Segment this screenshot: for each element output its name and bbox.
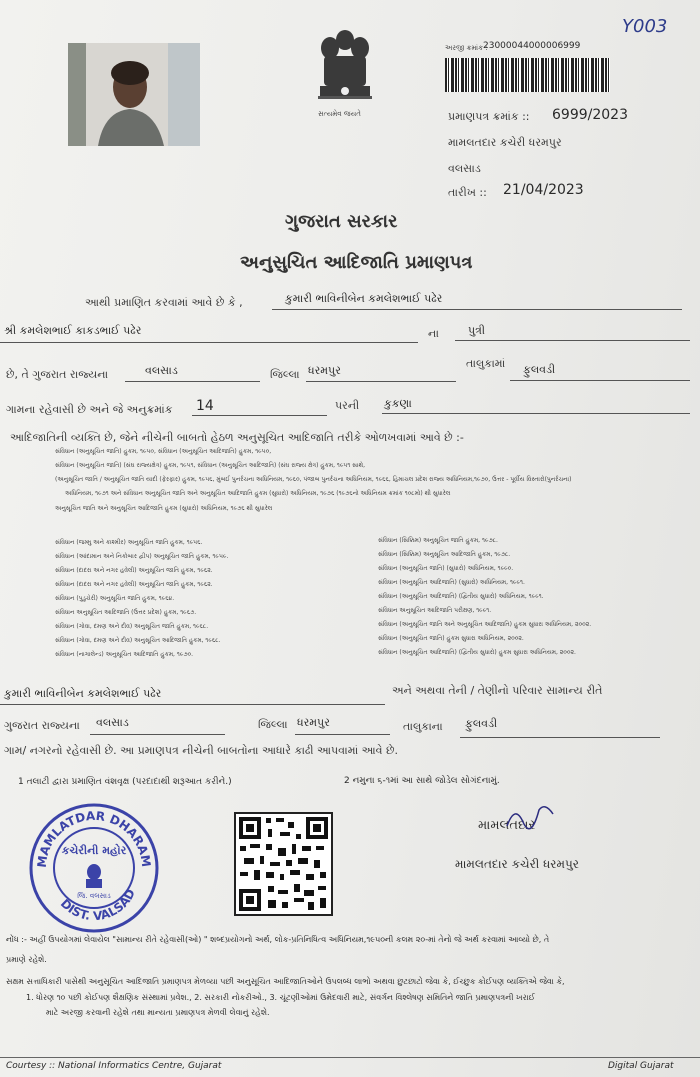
order-left-item: સંવિધાન (ગોવા, દમણ અને દીવ) અનુસૂચિત આદિજાતિ હુકમ, ૧૯૬૮. — [55, 637, 221, 644]
order-right-item: સંવિધાન (અનુસૂચિત જાતિ) (સુધારો) અધિનિયમ, ૧૯૯૦. — [378, 565, 514, 572]
issuing-district: વલસાડ — [448, 162, 481, 175]
footer-courtesy: Courtesy :: National Informatics Centre, Gujarat — [6, 1061, 222, 1071]
of-label: પરની — [335, 399, 360, 412]
signatory-title: મામલતદાર — [478, 818, 536, 833]
order-left-item: સંવિધાન (આંદામાન અને નિકોબાર દ્વીપ) અનુસૂચિત જાતિ હુકમ, ૧૯૫૯. — [55, 553, 229, 560]
father-name: શ્રી કમલેશભાઈ કાકડભાઈ પઢેર — [4, 324, 142, 337]
order-left-item: સંવિધાન (પુડુચેરી) અનુસૂચિત જાતિ હુકમ, ૧૯૬૪. — [55, 595, 175, 602]
certificate-no: 6999/2023 — [552, 107, 628, 123]
order-line: અધિનિયમ, ૧૯૭૧ અને સંવિધાન અનુસૂચિત જાતિ અને અનુસૂચિત આદિજાતિ હુકમ (સુધારો) અધિનિયમ, ૧૯૭૬ (૧૯૭૬નો અધિનિયમ ક્રમાંક ૧૦૮મો) થી સુધારેલ — [65, 490, 451, 497]
order-line: સંવિધાન (અનુસૂચિત જાતિ) (સંઘ રાજ્યક્ષેત્ર) હુકમ, ૧૯૫૧, સંવિધાન (અનુસૂચિત આદિજાતિ) (સંઘ રાજ્ય ક્ષેત્ર) હુકમ, ૧૯૫૧ સાથે, — [55, 462, 366, 469]
order-line: (અનુસૂચિત જાતિ / અનુસૂચિત જાતિ યાદી (ફેરફાર) હુકમ, ૧૯૫૬, મુંબઈ પુનર્રચના અધિનિયમ, ૧૯૬૦, પંજાબ પુનર્રચના અધિનિયમ, ૧૯૬૬, હિમાચલ પ્રદેશ રાજ્ય અધિનિયમ,૧૯૭૦, ઉત્તર - પૂર્વીય વિસ્તારો(પુનર્રચના) — [55, 476, 572, 483]
order-left-item: સંવિધાન અનુસૂચિત આદિજાતિ (ઉત્તર પ્રદેશ) હુકમ, ૧૯૬૭. — [55, 609, 197, 616]
order-right-item: સંવિધાન (અનુસૂચિત આદિજાતિ) (સુધારો) અધિનિયમ, ૧૯૯૧. — [378, 579, 525, 586]
handwritten-reference: Y003 — [622, 16, 668, 37]
basis-item-2: 2 નમુના ૬-૧માં આ સાથે જોડેલ સોગંદનામું. — [344, 776, 500, 786]
signature-mark — [505, 800, 555, 830]
applicant-name: કુમારી ભાવિનીબેન કમલેશભાઈ પઢેર — [285, 292, 443, 305]
order-right-item: સંવિધાન (સિક્કિમ) અનુસૂચિત જાતિ હુકમ, ૧૯૭૮. — [378, 537, 498, 544]
date-label: તારીખ :: — [448, 186, 487, 199]
district-label: જિલ્લા — [270, 368, 300, 381]
seal-sub-text: જિ. વલસાડ — [77, 892, 111, 900]
svg-text:MAMLATDAR DHARAMPUR — [28, 802, 153, 868]
village-value-2: ફુલવડી — [465, 717, 498, 730]
issuing-office: મામલતદાર કચેરી ધરમપુર — [448, 136, 562, 149]
resident-label: ગામના રહેવાસી છે અને જે અનુક્રમાંક — [6, 403, 173, 416]
serial-number: 14 — [196, 398, 214, 414]
order-right-item: સંવિધાન (અનુસૂચિત આદિજાતિ) (દ્વિતીય સુધારો) હુકમ સુધારા અધિનિયમ, ૨૦૦૨. — [378, 649, 576, 656]
family-text: અને અથવા તેની / તેણીનો પરિવાર સામાન્ય રીતે — [392, 684, 603, 697]
applicant-photo — [68, 43, 200, 146]
order-left-item: સંવિધાન (નાગાલેન્ડ) અનુસૂચિત આદિજાતિ હુકમ, ૧૯૭૦. — [55, 651, 194, 658]
issue-date: 21/04/2023 — [503, 182, 584, 198]
taluka-label: તાલુકામાં — [466, 357, 506, 370]
note-3: 1. ધોરણ ૧૦ પછી કોઈપણ શૈક્ષણિક સંસ્થામાં પ્રવેશ., 2. સરકારી નોકરીઓ., 3. ચૂંટણીઓમાં ઉમેદવારી માટે, સંવર્ગન વિશ્લેષણ સમિતિને જાતિ પ્રમાણપત્રની ખરાઈ — [26, 993, 535, 1002]
taluka-value-2: ધરમપુર — [297, 716, 330, 729]
note-1: નોંધ :- અહીં ઉપયોગમાં લેવાયેલ "સામાન્ય રીતે રહેવાસી(ઓ) " શબ્દપ્રયોગનો અર્થ, લોક-પ્રતિનિધિત્વ અધિનિયમ,૧૯૫૦ની કલમ ૨૦-માં તેનો જે અર્થ કરવામાં આવ્યો છે, તે — [6, 935, 550, 944]
order-right-item: સંવિધાન (અનુસૂચિત આદિજાતિ) (દ્વિતીય સુધારો) અધિનિયમ, ૧૯૯૧. — [378, 593, 544, 600]
order-left-item: સંવિધાન (જમ્મુ અને કાશ્મીર) અનુસૂચિત જાતિ હુકમ, ૧૯૫૬. — [55, 539, 203, 546]
relation: પુત્રી — [468, 324, 486, 337]
signatory-office: મામલતદાર કચેરી ધરમપુર — [455, 857, 579, 871]
office-seal — [28, 802, 160, 934]
application-no-label: અરજી ક્રમાંક : — [445, 44, 488, 52]
district-value-2: વલસાડ — [96, 716, 129, 729]
order-right-item: સંવિધાન અનુસૂચિત આદિજાતિ પરીક્ષણ, ૧૯૯૧. — [378, 607, 492, 614]
order-right-item: સંવિધાન (અનુસૂચિત જાતિ) હુકમ સુધારા અધિનિયમ, ૨૦૦૨. — [378, 635, 524, 642]
tribe-name: કુકણા — [384, 397, 412, 410]
order-right-item: સંવિધાન (અનુસૂચિત જાતિ અને અનુસૂચિત આદિજાતિ) હુકમ સુધારા અધિનિયમ, ૨૦૦૨. — [378, 621, 592, 628]
taluka-value: ધરમપુર — [308, 364, 341, 377]
footer-brand: Digital Gujarat — [608, 1061, 674, 1071]
taluka-label-2: તાલુકાના — [403, 720, 443, 733]
note-2: સક્ષમ સત્તાધિકારી પાસેથી અનુસૂચિત આદિજાતિ પ્રમાણપત્ર મેળવ્યા પછી અનુસૂચિત આદિજાતિઓને ઉપલબ્ધ લાભો અથવા છુટછાટો જેવા કે, ઈચ્છુક કોઈપણ વ્યક્તિએ જેવા કે, — [6, 977, 565, 986]
certificate-no-label: પ્રમાણપત્ર ક્રમાંક :: — [448, 110, 530, 123]
relation-label: ના — [428, 327, 439, 340]
district-value: વલસાડ — [145, 364, 178, 377]
applicant-name-repeat: કુમારી ભાવિનીબેન કમલેશભાઈ પઢેર — [4, 687, 162, 700]
government-title: ગુજરાત સરકાર — [285, 211, 398, 232]
qr-code — [234, 812, 333, 916]
note-4: માટે અરજી કરવાની રહેશે તથા માન્યતા પ્રમાણપત્ર મેળવી લેવાનું રહેશે. — [46, 1008, 270, 1017]
certify-label: આથી પ્રમાણિત કરવામાં આવે છે કે , — [85, 296, 243, 309]
seal-top-text: MAMLATDAR DHARAM — [34, 808, 154, 869]
order-left-item: સંવિધાન (ગોવા, દમણ અને દીવ) અનુસૂચિત જાતિ હુકમ, ૧૯૬૮. — [55, 623, 209, 630]
recognized-text: આદિજાતિની વ્યક્તિ છે, જેને નીચેની બાબતો હેઠળ અનુસૂચિત આદિજાતિ તરીકે ઓળખવામાં આવે છે :- — [10, 431, 464, 444]
order-right-item: સંવિધાન (સિક્કિમ) અનુસૂચિત આદિજાતિ હુકમ, ૧૯૭૮. — [378, 551, 511, 558]
order-line: સંવિધાન (અનુસૂચિત જાતિ) હુકમ, ૧૯૫૦, સંવિધાન (અનુસૂચિત આદિજાતિ) હુકમ, ૧૯૫૦, — [55, 448, 272, 455]
application-no: 23000044000006999 — [483, 41, 581, 51]
seal-emblem-icon — [86, 864, 102, 888]
village-value: ફુલવડી — [523, 363, 556, 376]
national-emblem-icon — [310, 26, 380, 121]
note-1b: પ્રમાણે રહેશે. — [6, 955, 47, 964]
district-label-2: જિલ્લા — [258, 718, 288, 731]
order-line: અનુસૂચિત જાતિ અને અનુસૂચિત આદિજાતિ હુકમ (સુધારો) અધિનિયમ, ૧૯૭૬ થી સુધારેલ — [55, 505, 273, 512]
state-label-2: ગુજરાત રાજ્યના — [4, 719, 80, 732]
state-label: છે, તે ગુજરાત રાજ્યના — [6, 368, 109, 381]
order-left-item: સંવિધાન (દાદરા અને નગર હવેલી) અનુસૂચિત જાતિ હુકમ, ૧૯૬૨. — [55, 567, 213, 574]
barcode — [445, 58, 610, 92]
footer — [0, 1057, 700, 1077]
order-left-item: સંવિધાન (દાદરા અને નગર હવેલી) અનુસૂચિત જાતિ હુકમ, ૧૯૬૨. — [55, 581, 213, 588]
resident-text: ગામ/ નગરનો રહેવાસી છે. આ પ્રમાણપત્ર નીચેની બાબતોના આધારે કાઢી આપવામાં આવે છે. — [4, 744, 399, 757]
seal-bottom-text: DIST. VALSAD — [57, 886, 139, 924]
emblem-motto: સત્યમેવ જયતે — [318, 110, 361, 118]
certificate-title: અનુસુચિત આદિજાતિ પ્રમાણપત્ર — [240, 252, 473, 273]
basis-item-1: 1 તલાટી દ્વારા પ્રમાણિત વંશવૃક્ષ (પરદાદાથી શરૂઆત કરીને.) — [18, 777, 232, 787]
seal-center-text: કચેરીની મહોર — [61, 844, 127, 857]
